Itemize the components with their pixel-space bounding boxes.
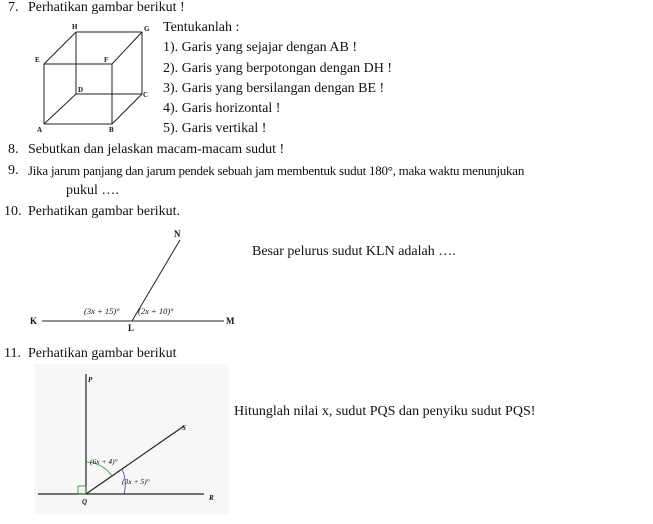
q11-label-s: S	[182, 424, 186, 432]
q11-angle-lower: (3x + 5)°	[122, 477, 150, 486]
q11-text: Perhatikan gambar berikut	[28, 346, 177, 361]
q10-number: 10.	[4, 204, 22, 219]
q7-text: Perhatikan gambar berikut !	[28, 0, 185, 15]
q9-line1: Jika jarum panjang dan jarum pendek sebuah jam membentuk sudut 180°, maka waktu menunjukan	[28, 163, 525, 178]
q10-label-m: M	[226, 316, 235, 326]
q11-figure	[34, 364, 229, 514]
cube-label-c: C	[143, 91, 149, 99]
q7-item-5: 5). Garis vertikal !	[163, 121, 267, 136]
q8-text: Sebutkan dan jelaskan macam-macam sudut !	[28, 142, 285, 157]
cube-label-d: D	[78, 86, 84, 94]
q10-label-n: N	[174, 229, 181, 239]
q7-item-1: 1). Garis yang sejajar dengan AB !	[163, 40, 357, 55]
q10-label-l: L	[128, 323, 135, 333]
cube-label-e: E	[35, 56, 40, 64]
q11-angle-upper: (6x + 4)°	[90, 457, 118, 466]
q10-text: Perhatikan gambar berikut.	[28, 204, 181, 219]
q10-figure	[28, 224, 253, 334]
q7-item-3: 3). Garis yang bersilangan dengan BE !	[163, 81, 385, 96]
q11-label-q: Q	[82, 498, 88, 506]
q9-number: 9.	[8, 163, 19, 178]
q7-item-4: 4). Garis horizontal !	[163, 101, 281, 116]
q10-angle-right: (2x + 10)°	[138, 306, 174, 316]
q10-label-k: K	[30, 316, 38, 326]
q11-label-r: R	[209, 494, 214, 502]
cube-label-g: G	[144, 25, 150, 33]
cube-label-b: B	[109, 126, 114, 134]
q9-line2: pukul ….	[66, 183, 119, 198]
q7-item-2: 2). Garis yang berpotongan dengan DH !	[163, 61, 392, 76]
cube-label-f: F	[104, 56, 109, 64]
q7-number: 7.	[8, 0, 19, 15]
q10-angle-left: (3x + 15)°	[84, 306, 120, 316]
q10-question: Besar pelurus sudut KLN adalah ….	[252, 244, 456, 259]
cube-label-h: H	[72, 24, 78, 31]
q11-number: 11.	[4, 346, 21, 361]
cube-figure	[30, 24, 160, 142]
q8-number: 8.	[8, 142, 19, 157]
cube-label-a: A	[37, 126, 43, 134]
q11-label-p: P	[88, 376, 93, 384]
q11-question: Hitunglah nilai x, sudut PQS dan penyiku sudut PQS!	[234, 404, 536, 419]
q7-instruction: Tentukanlah :	[163, 20, 240, 35]
